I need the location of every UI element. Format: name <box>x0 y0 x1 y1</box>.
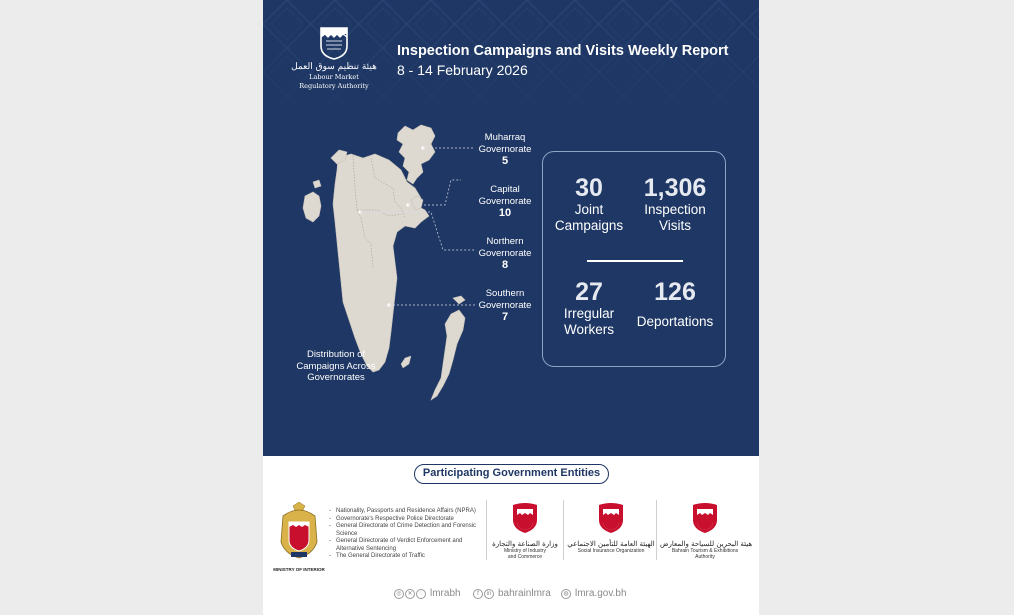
entity-social-insurance <box>567 502 655 554</box>
stat-deportations-label-line1: Deportations <box>636 314 714 329</box>
governorate-southern-count: 7 <box>501 311 509 323</box>
entity-social-insurance-ar: الهيئة العامة للتأمين الاجتماعي <box>567 540 655 548</box>
stat-inspection-visits-label-line2: Visits <box>658 218 691 233</box>
snapchat-icon: ◌ <box>416 589 426 599</box>
x-icon: ✕ <box>405 589 415 599</box>
logo-english-name-line2: Regulatory Authority <box>299 82 369 90</box>
entity-ministry-industry-en-line1: Ministry of Industry <box>504 548 546 554</box>
instagram-icon: ◎ <box>394 589 404 599</box>
entity-tourism-authority-en-line1: Bahrain Tourism & Exhibitions <box>671 548 739 554</box>
facebook-icon: f <box>473 589 483 599</box>
stat-irregular-workers-label-line1: Irregular <box>563 306 615 321</box>
divider <box>486 500 487 560</box>
governorate-northern-name: Northern Governorate <box>478 236 532 259</box>
footer-social-handle: lmrabh <box>430 588 461 599</box>
report-title: Inspection Campaigns and Visits Weekly Report <box>397 43 729 59</box>
list-item: - Governorate's Respective Police Directorate <box>329 516 479 524</box>
list-item: - General Directorate of Verdict Enforcement and Alternative Sentencing <box>329 538 479 553</box>
northwest-islet <box>313 180 321 188</box>
west-island <box>303 192 321 222</box>
stats-divider <box>587 260 683 262</box>
participating-entities-panel <box>263 456 759 615</box>
entity-tourism-authority <box>660 502 753 560</box>
list-item: - Nationality, Passports and Residence Affairs (NPRA) <box>329 508 479 516</box>
main-island <box>333 154 429 372</box>
stat-joint-campaigns-label-line1: Joint <box>574 202 604 217</box>
stat-inspection-visits-label-line1: Inspection <box>644 202 706 217</box>
bahrain-emblem-icon <box>690 502 720 534</box>
entity-social-insurance-en-line1: Social Insurance Organization <box>577 548 645 554</box>
stats-panel <box>542 151 726 367</box>
entity-tourism-authority-en-line2: Authority <box>695 554 715 560</box>
hawar-islands <box>431 310 465 400</box>
governorate-capital-name: Capital Governorate <box>478 184 532 207</box>
footer-website-group[interactable] <box>561 588 627 599</box>
entity-ministry-industry-en-line2: and Commerce <box>507 554 543 560</box>
divider <box>563 500 564 560</box>
footer-linkedin-group[interactable] <box>473 588 551 599</box>
governorate-capital-count: 10 <box>498 207 512 219</box>
divider <box>656 500 657 560</box>
governorate-muharraq-name: Muharraq Governorate <box>478 132 532 155</box>
lmra-emblem-icon <box>317 24 351 60</box>
governorate-capital <box>470 184 540 220</box>
report-date-range: 8 - 14 February 2026 <box>397 62 528 78</box>
map-caption: Distribution of Campaigns Across Governorates <box>296 349 376 383</box>
list-item: - The General Directorate of Traffic <box>329 553 479 561</box>
stat-irregular-workers-value: 27 <box>575 278 603 306</box>
moi-label: MINISTRY OF INTERIOR <box>273 567 325 572</box>
entity-ministry-industry-ar: وزارة الصناعة والتجارة <box>492 540 558 548</box>
stat-inspection-visits-value: 1,306 <box>643 174 707 202</box>
lmra-logo <box>289 24 379 90</box>
report-poster <box>263 0 759 615</box>
moi-entities-list <box>329 508 479 561</box>
participating-entities-title: Participating Government Entities <box>414 464 609 484</box>
entity-tourism-authority-ar: هيئة البحرين للسياحة والمعارض <box>660 540 753 548</box>
governorate-muharraq <box>470 132 540 168</box>
governorate-northern-count: 8 <box>501 259 509 271</box>
stat-deportations <box>629 278 721 330</box>
stat-irregular-workers <box>543 278 635 338</box>
bahrain-emblem-icon <box>510 502 540 534</box>
logo-english-name-line1: Labour Market <box>309 73 359 81</box>
hawar-islet <box>453 296 465 304</box>
governorate-southern <box>470 288 540 324</box>
governorate-muharraq-count: 5 <box>501 155 509 167</box>
footer-linkedin-handle: bahrainlmra <box>498 588 551 599</box>
footer-social-group[interactable] <box>394 588 461 599</box>
globe-icon: ◍ <box>561 589 571 599</box>
stat-deportations-value: 126 <box>654 278 696 306</box>
linkedin-icon: in <box>484 589 494 599</box>
moi-logo <box>273 502 325 572</box>
entity-ministry-industry <box>492 502 558 560</box>
stat-inspection-visits <box>629 174 721 234</box>
stat-joint-campaigns <box>543 174 635 234</box>
logo-arabic-name: هيئة تنظيم سوق العمل <box>291 62 377 72</box>
bahrain-emblem-icon <box>596 502 626 534</box>
footer-contacts <box>263 587 759 603</box>
list-item: - General Directorate of Crime Detection and Forensic Science <box>329 523 479 538</box>
moi-emblem-icon <box>275 502 323 562</box>
report-header-panel <box>263 0 759 456</box>
stat-joint-campaigns-value: 30 <box>575 174 603 202</box>
governorate-southern-name: Southern Governorate <box>478 288 532 311</box>
stat-joint-campaigns-label-line2: Campaigns <box>554 218 624 233</box>
stat-irregular-workers-label-line2: Workers <box>563 322 614 337</box>
governorate-northern <box>470 236 540 272</box>
footer-website: lmra.gov.bh <box>575 588 627 599</box>
